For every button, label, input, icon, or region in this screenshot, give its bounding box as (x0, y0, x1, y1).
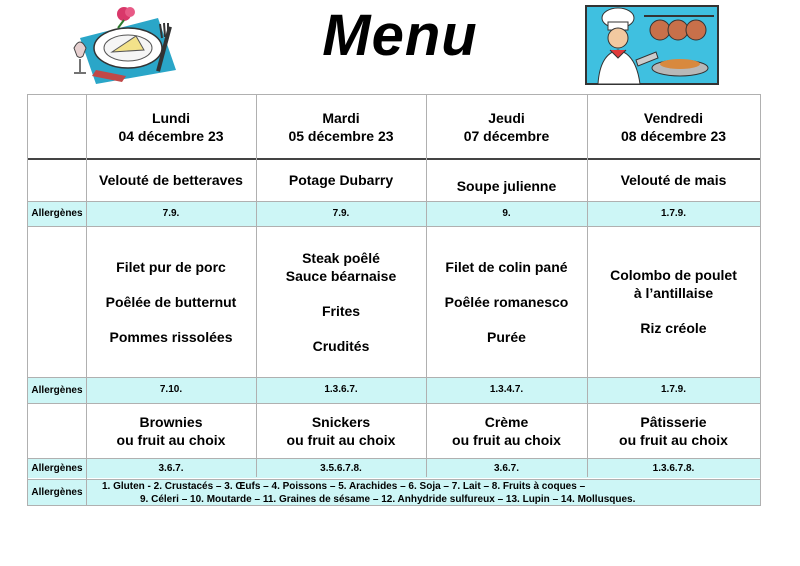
allergen-codes: 1.7.9. (660, 207, 687, 219)
starter-cell: Velouté de mais (620, 172, 727, 188)
dessert-cell: Snickers ou fruit au choix (286, 413, 396, 448)
starter-cell: Velouté de betteraves (99, 172, 243, 188)
starter-cell: Soupe julienne (456, 178, 557, 194)
allergen-codes: 7.9. (332, 207, 350, 219)
allergen-codes: 1.3.4.7. (489, 384, 524, 395)
day-header: Jeudi 07 décembre (463, 109, 550, 144)
main-course-cell: Filet pur de porc Poêlée de butternut Pommes rissolées (105, 258, 237, 345)
allergen-legend (86, 480, 760, 506)
dessert-cell: Pâtisserie ou fruit au choix (619, 413, 728, 448)
starter-cell: Potage Dubarry (288, 172, 394, 188)
allergen-label: Allergènes (31, 486, 83, 498)
day-header: Vendredi 08 décembre 23 (620, 109, 727, 144)
dessert-cell: Crème ou fruit au choix (452, 413, 561, 448)
allergen-codes: 3.6.7. (493, 462, 520, 474)
main-course-cell: Colombo de poulet à l’antillaise Riz créole (610, 267, 737, 336)
allergen-codes: 3.6.7. (158, 462, 184, 474)
main-course-cell: Filet de colin pané Poêlée romanesco Purée (444, 258, 569, 345)
dessert-cell: Brownies ou fruit au choix (116, 413, 226, 448)
allergen-label: Allergènes (31, 384, 83, 396)
allergen-label: Allergènes (31, 208, 83, 219)
table-setting-icon (66, 4, 188, 86)
allergen-codes: 9. (502, 207, 511, 219)
allergen-codes: 1.3.6.7. (324, 384, 358, 395)
page-title: Menu (322, 3, 478, 68)
menu-table (27, 94, 761, 506)
day-header: Mardi 05 décembre 23 (288, 109, 394, 144)
allergen-label: Allergènes (31, 463, 83, 474)
allergen-codes: 7.9. (162, 207, 180, 219)
allergen-codes: 1.3.6.7.8. (652, 462, 695, 474)
legend-line: 9. Céleri – 10. Moutarde – 11. Graines de sésame – 12. Anhydride sulfureux – 13. Lupin – 14. Mollusques. (140, 494, 636, 505)
day-header: Lundi 04 décembre 23 (118, 109, 224, 144)
allergen-codes: 3.5.6.7.8. (320, 462, 362, 474)
main-course-cell: Steak poêlé Sauce béarnaise Frites Crudités (285, 249, 397, 354)
allergen-codes: 1.7.9. (660, 384, 687, 395)
allergen-codes: 7.10. (159, 384, 183, 395)
legend-line: 1. Gluten - 2. Crustacés – 3. Œufs – 4. Poissons – 5. Arachides – 6. Soja – 7. Lait – 8. Fruits à coques – (102, 481, 586, 492)
chef-icon (584, 4, 720, 86)
